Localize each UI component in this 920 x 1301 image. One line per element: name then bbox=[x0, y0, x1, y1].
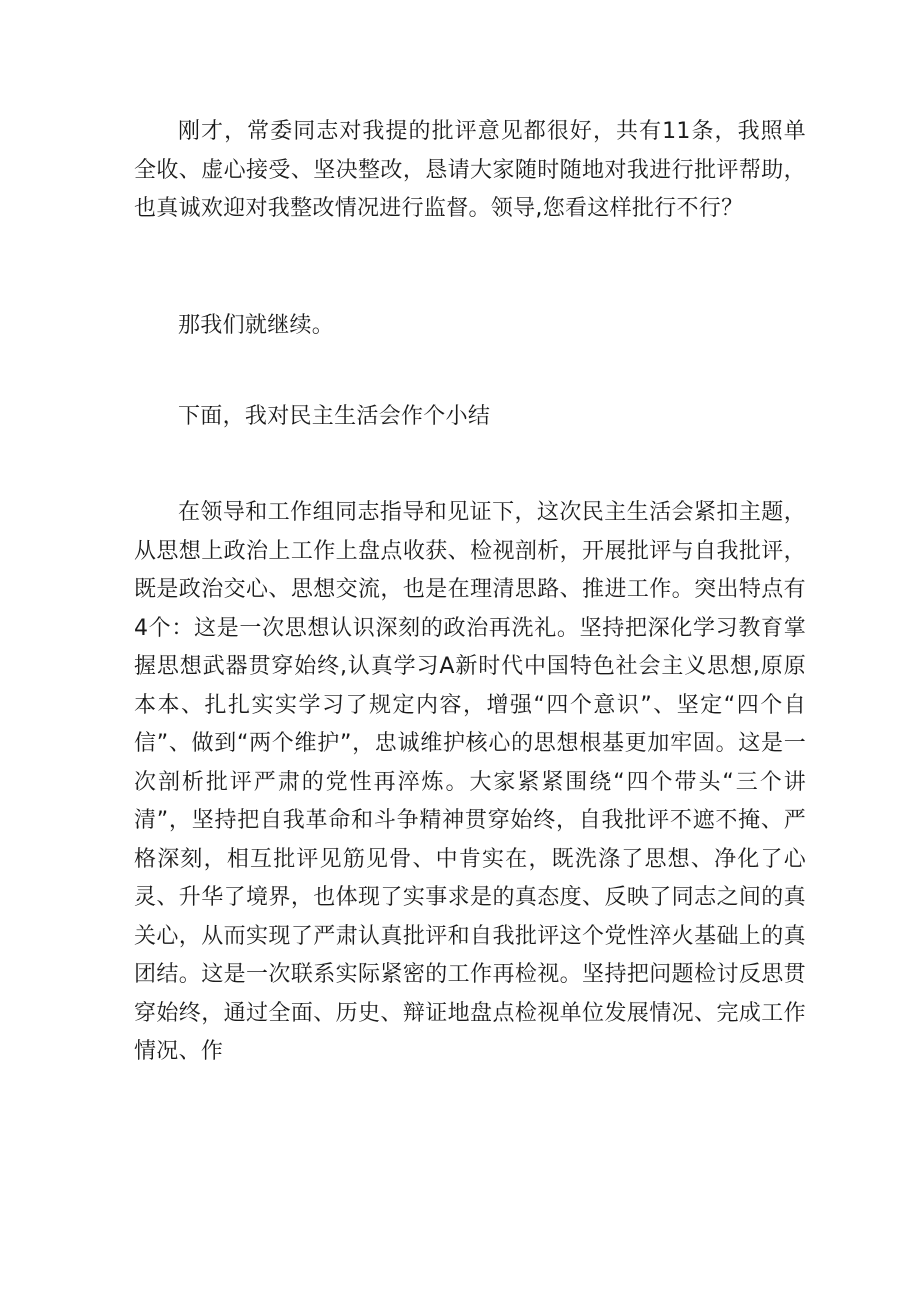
paragraph-criticism-acceptance: 刚才，常委同志对我提的批评意见都很好，共有11条，我照单全收、虚心接受、坚决整改，恳请大家随时随地对我进行批评帮助，也真诚欢迎对我整改情况进行监督。领导,您看这样批行不行？ bbox=[134, 119, 806, 221]
paragraph-summary-body: 在领导和工作组同志指导和见证下，这次民主生活会紧扣主题，从思想上政治上工作上盘点收获、检视剖析，开展批评与自我批评，既是政治交心、思想交流，也是在理清思路、推进工作。突出特点有4个：这是一次思想认识深刻的政治再洗礼。坚持把深化学习教育掌握思想武器贯穿始终,认真学习A新时代中国特色社会主义思想,原原本本、扎扎实实学习了规定内容，增强“四个意识”、坚定“四个自信”、做到“两个维护”，忠诚维护核心的思想根基更加牢固。这是一次剖析批评严肃的党性再淬炼。大家紧紧围绕“四个带头“三个讲清”，坚持把自我革命和斗争精神贯穿始终，自我批评不遮不掩、严格深刻，相互批评见筋见骨、中肯实在，既洗涤了思想、净化了心灵、升华了境界，也体现了实事求是的真态度、反映了同志之间的真关心，从而实现了严肃认真批评和自我批评这个党性淬火基础上的真团结。这是一次联系实际紧密的工作再检视。坚持把问题检讨反思贯穿始终，通过全面、历史、辩证地盘点检视单位发展情况、完成工作情况、作 bbox=[134, 500, 806, 1064]
paragraph-summary-intro: 下面，我对民主生活会作个小结 bbox=[178, 404, 491, 429]
paragraph-continue: 那我们就继续。 bbox=[178, 313, 335, 338]
